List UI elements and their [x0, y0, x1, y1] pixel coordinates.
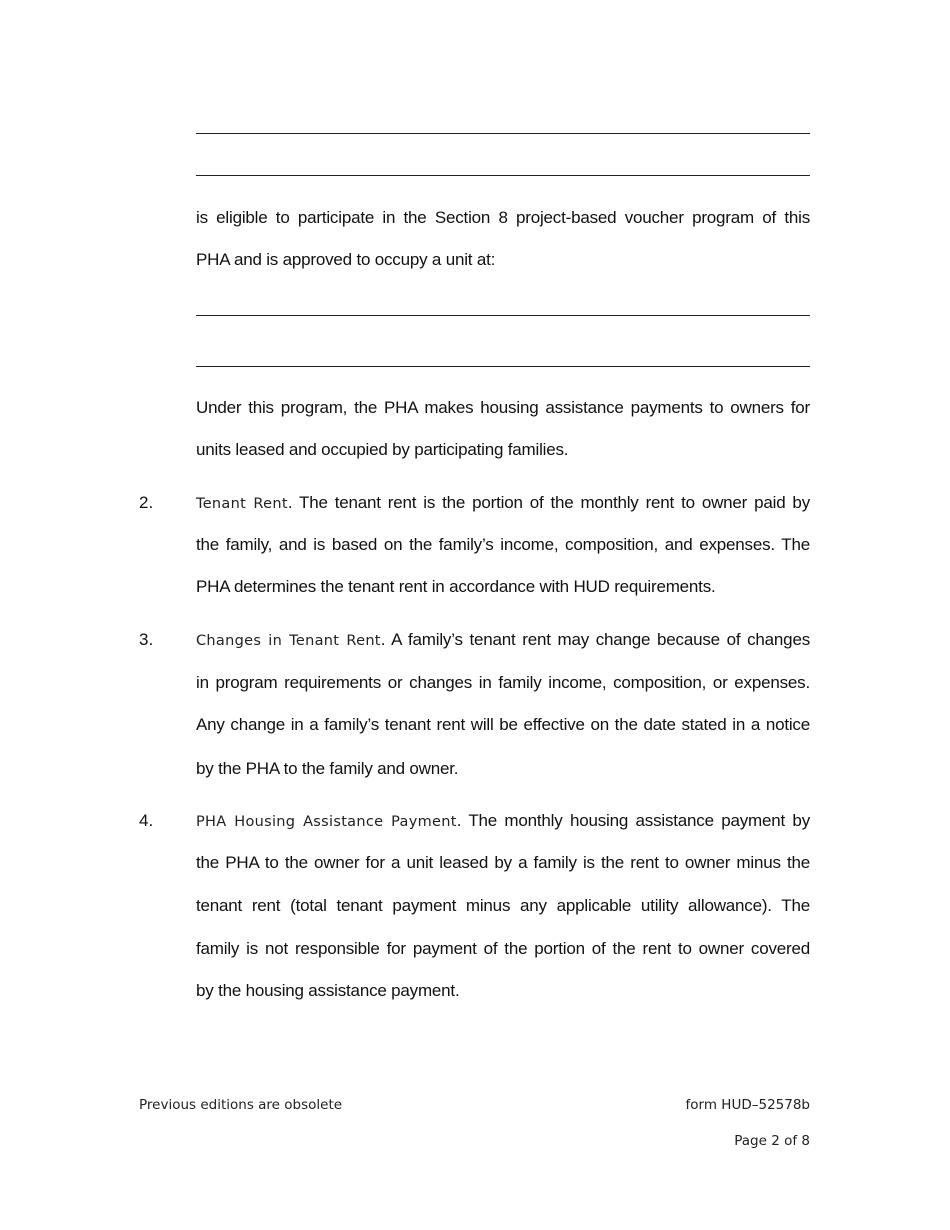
item-3-line-4: by the PHA to the family and owner. [196, 759, 459, 778]
item-4-line-3: tenant rent (total tenant payment minus any applicable utility allowance). The [196, 896, 810, 915]
item-2-caption: Tenant Rent [196, 496, 288, 512]
blank-line-family-1 [196, 133, 810, 134]
blank-line-family-2 [196, 175, 810, 176]
program-line-1: Under this program, the PHA makes housing assistance payments to owners for [196, 398, 810, 417]
item-4-first-line-text: . The monthly housing assistance payment by [456, 811, 810, 830]
item-2-line-3: PHA determines the tenant rent in accordance with HUD requirements. [196, 577, 716, 596]
blank-line-address-2 [196, 366, 810, 367]
item-2-line-2: the family, and is based on the family’s income, composition, and expenses. The [196, 535, 810, 554]
item-number-4: 4. [139, 811, 154, 830]
item-3-line-2: in program requirements or changes in family income, composition, or expenses. [196, 673, 810, 692]
item-number-3: 3. [139, 630, 154, 649]
item-2-first-line-text: . The tenant rent is the portion of the monthly rent to owner paid by [287, 493, 810, 512]
item-2-line-1 [196, 492, 810, 515]
footer-page-number: Page 2 of 8 [734, 1133, 810, 1149]
footer-obsolete-note: Previous editions are obsolete [139, 1097, 343, 1113]
blank-line-address-1 [196, 315, 810, 316]
intro-line-2: PHA and is approved to occupy a unit at: [196, 250, 496, 269]
program-line-2: units leased and occupied by participating families. [196, 440, 569, 459]
item-number-2: 2. [139, 493, 154, 512]
item-4-caption: PHA Housing Assistance Payment [196, 814, 457, 830]
item-4-line-1 [196, 810, 810, 833]
item-4-line-5: by the housing assistance payment. [196, 981, 460, 1000]
item-3-line-1 [196, 629, 810, 652]
item-3-line-3: Any change in a family’s tenant rent will be effective on the date stated in a notice [196, 715, 810, 734]
item-4-line-2: the PHA to the owner for a unit leased by a family is the rent to owner minus the [196, 853, 810, 872]
footer-form-number: form HUD–52578b [685, 1097, 810, 1113]
item-4-line-4: family is not responsible for payment of the portion of the rent to owner covered [196, 939, 810, 958]
item-3-first-line-text: . A family’s tenant rent may change because of changes [380, 630, 810, 649]
intro-line-1: is eligible to participate in the Section 8 project-based voucher program of this [196, 208, 810, 227]
item-3-caption: Changes in Tenant Rent [196, 633, 381, 649]
